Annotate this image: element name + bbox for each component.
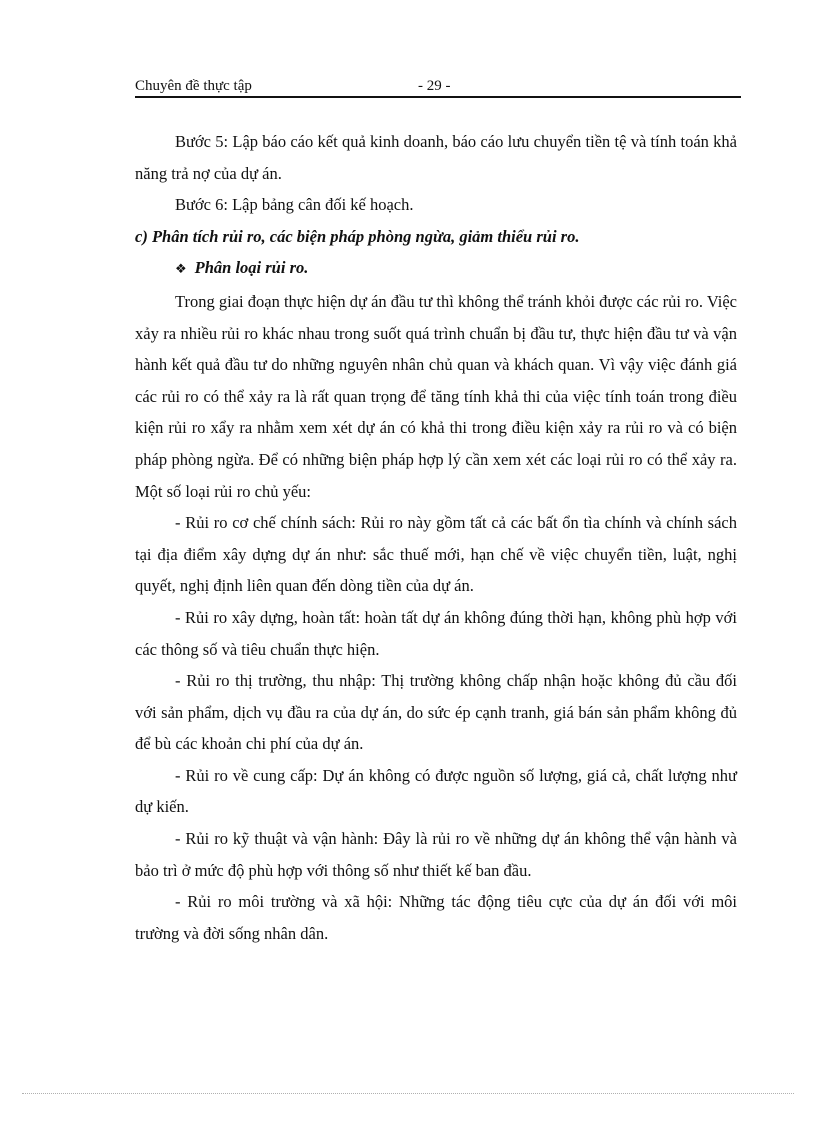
section-heading: c) Phân tích rủi ro, các biện pháp phòng ngừa, giảm thiểu rủi ro.: [135, 226, 580, 246]
step-6-paragraph: Bước 6: Lập bảng cân đối kế hoạch.: [175, 195, 414, 215]
page-number: - 29 -: [418, 78, 451, 94]
subheading-text: Phân loại rủi ro.: [194, 258, 309, 278]
risk-environment-paragraph: - Rủi ro môi trường và xã hội: Những tác động tiêu cực của dự án đối với môi trường và đời sống nhân dân.: [135, 892, 737, 943]
intro-paragraph: Trong giai đoạn thực hiện dự án đầu tư thì không thể tránh khỏi được các rủi ro. Việc xảy ra nhiều rủi ro khác nhau trong suốt quá trình chuẩn bị đầu tư, thực hiện đầu tư và vận hành kết quả đầu tư do những nguyên nhân chủ quan và khách quan. Vì vậy việc đánh giá các rủi ro có thể xảy ra là rất quan trọng để tăng tính khả thi của việc tính toán trong điều kiện rủi ro xẩy ra nhằm xem xét dự án có khả thi trong điều kiện xảy ra rủi ro và có biện pháp phòng ngừa. Để có những biện pháp hợp lý cần xem xét các loại rủi ro có thể xảy ra. Một số loại rủi ro chủ yếu:: [135, 291, 737, 501]
risk-construction-paragraph: - Rủi ro xây dựng, hoàn tất: hoàn tất dự án không đúng thời hạn, không phù hợp với các thông số và tiêu chuẩn thực hiện.: [135, 607, 737, 659]
risk-technical-paragraph: - Rủi ro kỹ thuật và vận hành: Đây là rủi ro về những dự án không thể vận hành và bảo trì ở mức độ phù hợp với thông số như thiết kế ban đầu.: [135, 829, 737, 880]
risk-supply-paragraph: - Rủi ro về cung cấp: Dự án không có được nguồn số lượng, giá cả, chất lượng như dự kiến.: [135, 765, 737, 817]
subheading: [135, 252, 737, 286]
page-header: [135, 76, 741, 98]
diamond-bullet-icon: ❖: [175, 262, 187, 278]
document-title: Chuyên đề thực tập: [135, 78, 252, 94]
step-5-paragraph: Bước 5: Lập báo cáo kết quả kinh doanh, báo cáo lưu chuyển tiền tệ và tính toán khả năng trả nợ của dự án.: [135, 132, 737, 183]
risk-policy-paragraph: - Rủi ro cơ chế chính sách: Rủi ro này gồm tất cả các bất ổn tìa chính và chính sách tại địa điểm xây dựng dự án như: sắc thuế mới, hạn chế về việc chuyển tiền, luật, nghị quyết, nghị định liên quan đến dòng tiền của dự án.: [135, 513, 737, 596]
risk-market-paragraph: - Rủi ro thị trường, thu nhập: Thị trường không chấp nhận hoặc không đủ cầu đối với sản phẩm, dịch vụ đầu ra của dự án, do sức ép cạnh tranh, giá bán sản phẩm không đủ để bù các khoản chi phí của dự án.: [135, 671, 737, 754]
page-bottom-divider: [22, 1093, 794, 1094]
page-body: [135, 126, 737, 949]
